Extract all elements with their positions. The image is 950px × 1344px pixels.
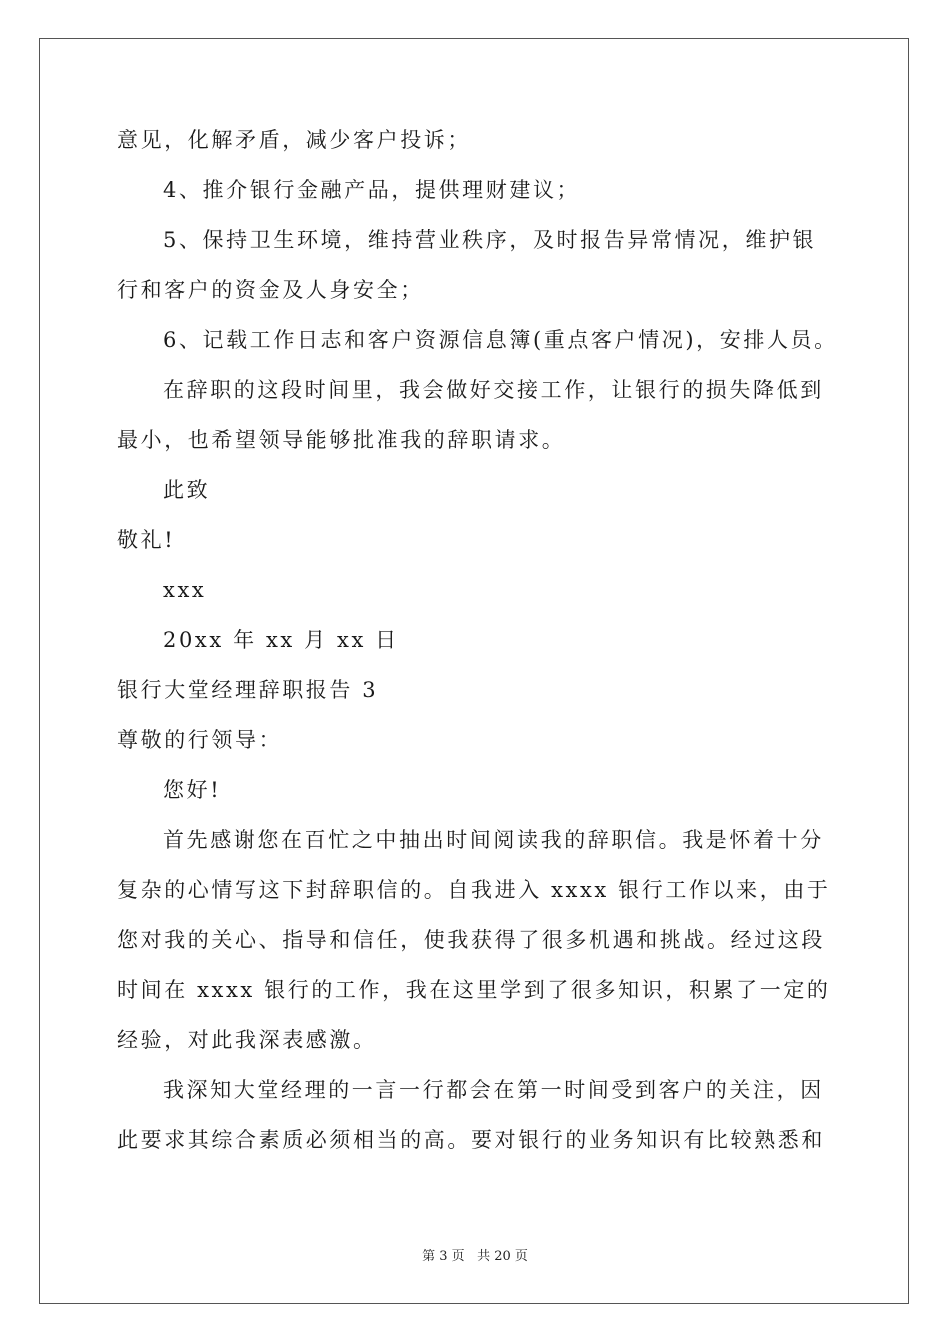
text-line: 此要求其综合素质必须相当的高。要对银行的业务知识有比较熟悉和 — [117, 1128, 825, 1152]
page-number: 第 3 页 — [422, 1249, 465, 1264]
section-title: 银行大堂经理辞职报告 3 — [117, 678, 379, 702]
text-line: 在辞职的这段时间里，我会做好交接工作，让银行的损失降低到 — [163, 378, 824, 402]
text-line: 最小，也希望领导能够批准我的辞职请求。 — [117, 428, 566, 452]
closing-regards: 敬礼! — [117, 528, 176, 552]
text-line: 时间在 xxxx 银行的工作，我在这里学到了很多知识，积累了一定的 — [117, 978, 831, 1002]
page-total: 共 20 页 — [477, 1249, 528, 1264]
text-line: 6、记载工作日志和客户资源信息簿(重点客户情况)，安排人员。 — [163, 328, 838, 352]
signature-name: xxx — [163, 578, 207, 602]
text-line: 4、推介银行金融产品，提供理财建议； — [163, 178, 581, 202]
text-line: 经验，对此我深表感激。 — [117, 1028, 377, 1052]
text-line: 首先感谢您在百忙之中抽出时间阅读我的辞职信。我是怀着十分 — [163, 828, 824, 852]
signature-date: 20xx 年 xx 月 xx 日 — [163, 628, 399, 652]
text-line: 您对我的关心、指导和信任，使我获得了很多机遇和挑战。经过这段 — [117, 928, 825, 952]
letter-hello: 您好! — [163, 778, 222, 802]
text-line: 行和客户的资金及人身安全； — [117, 278, 424, 302]
text-line: 我深知大堂经理的一言一行都会在第一时间受到客户的关注，因 — [163, 1078, 824, 1102]
text-line: 意见，化解矛盾，减少客户投诉； — [117, 128, 471, 152]
text-line: 5、保持卫生环境，维持营业秩序，及时报告异常情况，维护银 — [163, 228, 817, 252]
closing-salutation: 此致 — [163, 478, 211, 502]
letter-greeting: 尊敬的行领导： — [117, 728, 283, 752]
text-line: 复杂的心情写这下封辞职信的。自我进入 xxxx 银行工作以来，由于 — [117, 878, 831, 902]
page-footer — [0, 1248, 950, 1266]
